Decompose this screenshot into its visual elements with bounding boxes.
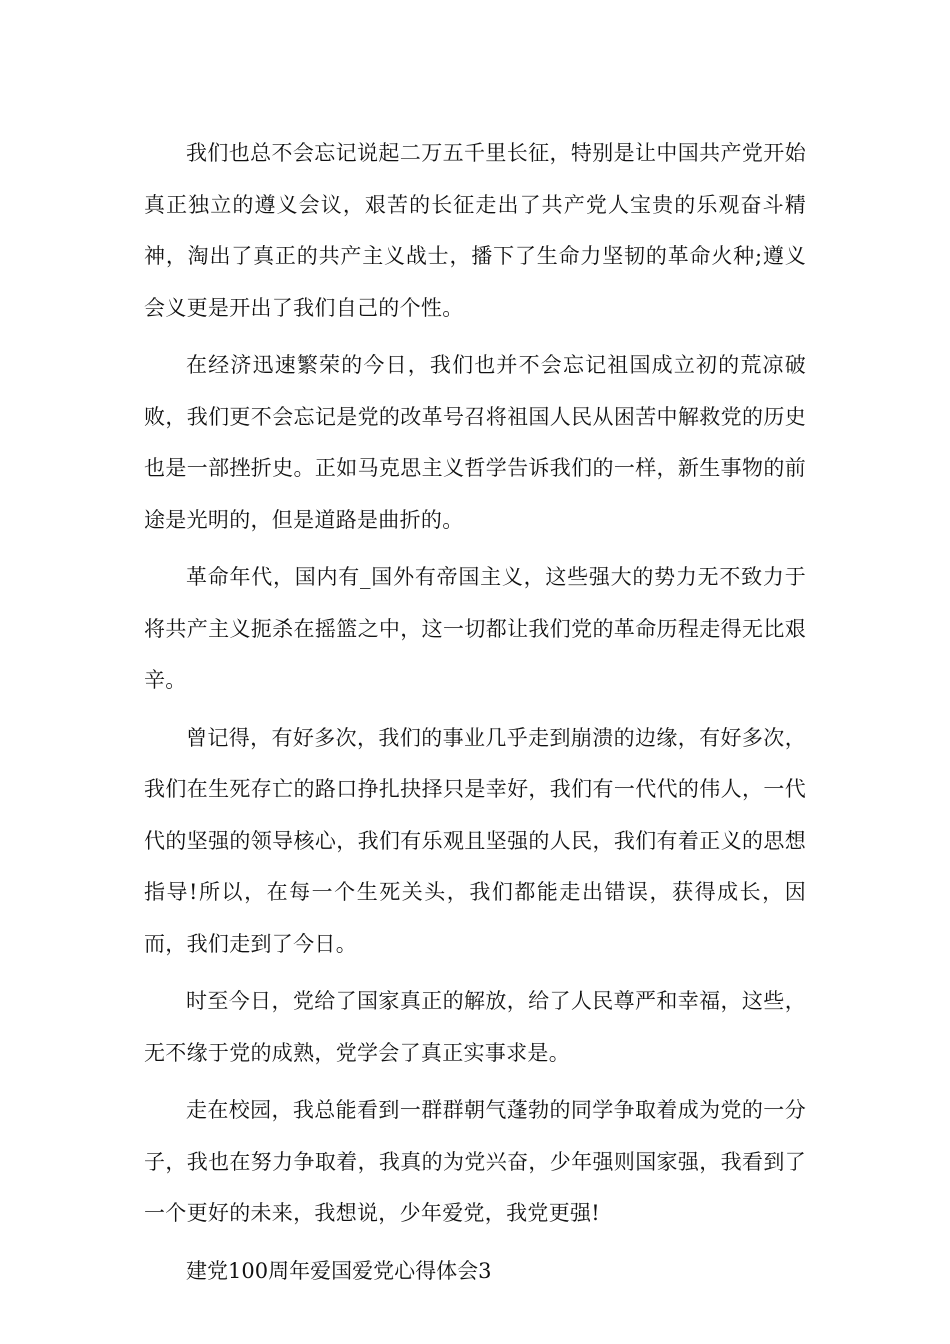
section-heading: 建党100周年爱国爱党心得体会3 <box>186 1258 492 1283</box>
paragraph-4: 曾记得，有好多次，我们的事业几乎走到崩溃的边缘，有好多次，我们在生死存亡的路口挣扎抉择只是幸好，我们有一代代的伟人，一代代的坚强的领导核心，我们有乐观且坚强的人民，我们有着正义的思想指导!所以，在每一个生死关头，我们都能走出错误，获得成长，因而，我们走到了今日。 <box>144 725 806 956</box>
document-body <box>144 128 806 1297</box>
paragraph-1: 我们也总不会忘记说起二万五千里长征，特别是让中国共产党开始真正独立的遵义会议，艰苦的长征走出了共产党人宝贵的乐观奋斗精神，淘出了真正的共产主义战士，播下了生命力坚韧的革命火种;遵义会义更是开出了我们自己的个性。 <box>144 141 806 320</box>
paragraph-6: 走在校园，我总能看到一群群朝气蓬勃的同学争取着成为党的一分子，我也在努力争取着，我真的为党兴奋，少年强则国家强，我看到了一个更好的未来，我想说，少年爱党，我党更强! <box>144 1098 806 1225</box>
paragraph-5: 时至今日，党给了国家真正的解放，给了人民尊严和幸福，这些，无不缘于党的成熟，党学会了真正实事求是。 <box>144 989 806 1065</box>
paragraph-3: 革命年代，国内有_国外有帝国主义，这些强大的势力无不致力于将共产主义扼杀在摇篮之中，这一切都让我们党的革命历程走得无比艰辛。 <box>144 565 806 692</box>
paragraph-2: 在经济迅速繁荣的今日，我们也并不会忘记祖国成立初的荒凉破败，我们更不会忘记是党的改革号召将祖国人民从困苦中解救党的历史也是一部挫折史。正如马克思主义哲学告诉我们的一样，新生事物的前途是光明的，但是道路是曲折的。 <box>144 353 806 532</box>
